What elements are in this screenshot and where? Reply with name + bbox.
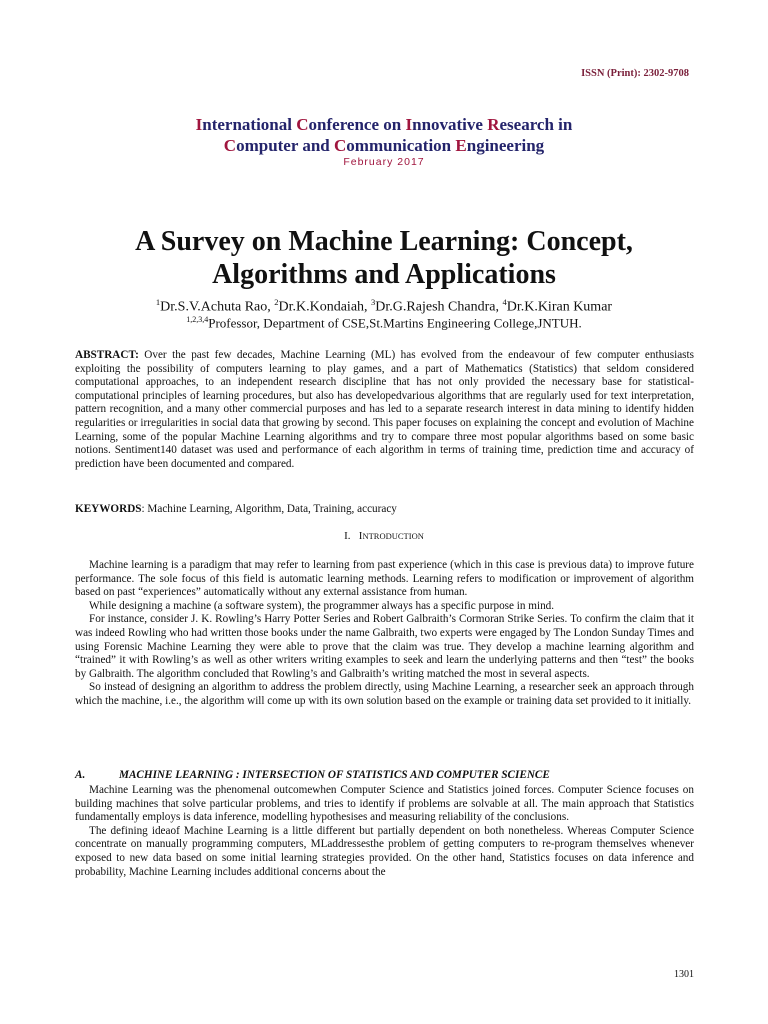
section-title-rest: NTRODUCTION: [362, 531, 424, 541]
keywords-text: : Machine Learning, Algorithm, Data, Training, accuracy: [141, 503, 397, 515]
author-4-name: Dr.K.Kiran Kumar: [506, 299, 613, 315]
section-title-initial: I: [358, 530, 363, 542]
issn-label: ISSN (Print): 2302-9708: [581, 68, 689, 79]
keywords: [75, 503, 694, 517]
affiliation: [0, 311, 768, 331]
section-heading-introduction: [0, 530, 768, 542]
intro-paragraph: So instead of designing an algorithm to address the problem directly, using Machine Learning, a researcher seek an approach through which the machine, i.e., the algorithm will come up with its own solution based on the example or training data set provided to it initially.: [75, 681, 694, 707]
intro-paragraph: For instance, consider J. K. Rowling’s Harry Potter Series and Robert Galbraith’s Cormoran Strike Series. To confirm the claim that it was indeed Rowling who had written those books under the name Galbraith, two experts were engaged by The London Sunday Times and using Forensic Machine Learning they were able to prove that the claim was true. They develop a machine learning algorithm and “trained” it with Rowling’s as well as other writers writing examples to seek and learn the underlying patterns and then “test” the books by Galbraith. The algorithm concluded that Rowling’s and Galbraith’s writing matched the most in several aspects.: [75, 613, 694, 680]
page-number: 1301: [674, 969, 694, 980]
abstract-label: ABSTRACT:: [75, 349, 139, 361]
subsection-heading-a: [75, 769, 694, 781]
author-3-name: Dr.G.Rajesh Chandra,: [375, 299, 503, 315]
author-2-index: 2: [274, 297, 279, 307]
keywords-label: KEYWORDS: [75, 503, 142, 515]
affiliation-index: 1,2,3,4: [186, 315, 209, 324]
subsection-a-body: [75, 784, 694, 879]
author-3-index: 3: [371, 297, 376, 307]
conference-title-line1: International Conference on Innovative Research in: [195, 115, 573, 134]
author-1-name: Dr.S.V.Achuta Rao,: [160, 299, 275, 315]
author-2-name: Dr.K.Kondaiah,: [278, 299, 372, 315]
paper-title-line2: Algorithms and Applications: [212, 259, 556, 290]
intro-paragraph: While designing a machine (a software system), the programmer always has a specific purpose in mind.: [89, 599, 555, 612]
abstract-text: Over the past few decades, Machine Learning (ML) has evolved from the endeavour of few computer enthusiasts exploiting the possibility of computers learning to play games, and a part of Mathematics (Statistics) that seldom considered computational approaches, to an independent research discipline that has not only provided the necessary base for statistical-computational principles of learning procedures, but also has developedvarious algorithms that are regularly used for text interpretation, pattern recognition, and a many other commercial purposes and has led to a separate research interest in data mining to identify hidden regularities or irregularities in social data that growing by second. This paper focuses on explaining the concept and evolution of Machine Learning, some of the popular Machine Learning algorithms and try to compare three most popular algorithms based on some basic notions. Sentiment140 dataset was used and performance of each algorithm in terms of training time, prediction time and accuracy of prediction have been documented and compared.: [75, 349, 694, 470]
author-1-index: 1: [155, 297, 161, 307]
subsection-paragraph: Machine Learning was the phenomenal outcomewhen Computer Science and Statistics joined forces. Computer Science focuses on building machines that solve particular problems, and tries to identify if problems are solvable at all. The main approach that Statistics fundamentally employs is data inference, modelling hypothesises and measuring reliability of the conclusions.: [75, 784, 694, 824]
subsection-title: MACHINE LEARNING : INTERSECTION OF STATISTICS AND COMPUTER SCIENCE: [119, 769, 550, 781]
author-4-index: 4: [502, 297, 507, 307]
paper-title: [0, 225, 768, 291]
conference-title-line2: Computer and Communication Engineering: [223, 136, 545, 155]
conference-title: [0, 114, 768, 156]
conference-date: February 2017: [343, 156, 425, 168]
affiliation-text: Professor, Department of CSE,St.Martins Engineering College,JNTUH.: [208, 315, 582, 331]
abstract: [75, 349, 694, 471]
section-number: I.: [344, 530, 351, 542]
introduction-body: [75, 559, 694, 709]
subsection-paragraph: The defining ideaof Machine Learning is a little different but partially dependent on both nonetheless. Whereas Computer Science concentrate on manually programming computers, MLaddressesthe problem of getting computers to re-program themselves whenever exposed to new data based on some initial learning strategies provided. On the other hand, Statistics focuses on data inference and probability, Machine Learning includes additional concerns about the: [75, 824, 694, 878]
paper-title-line1: A Survey on Machine Learning: Concept,: [135, 226, 633, 257]
intro-paragraph: Machine learning is a paradigm that may refer to learning from past experience (which in this case is previous data) to improve future performance. The sole focus of this field is automatic learning methods. Learning refers to modification or improvement of algorithm based on past “experiences” automatically without any external assistance from human.: [75, 559, 694, 599]
subsection-number: A.: [75, 769, 86, 781]
